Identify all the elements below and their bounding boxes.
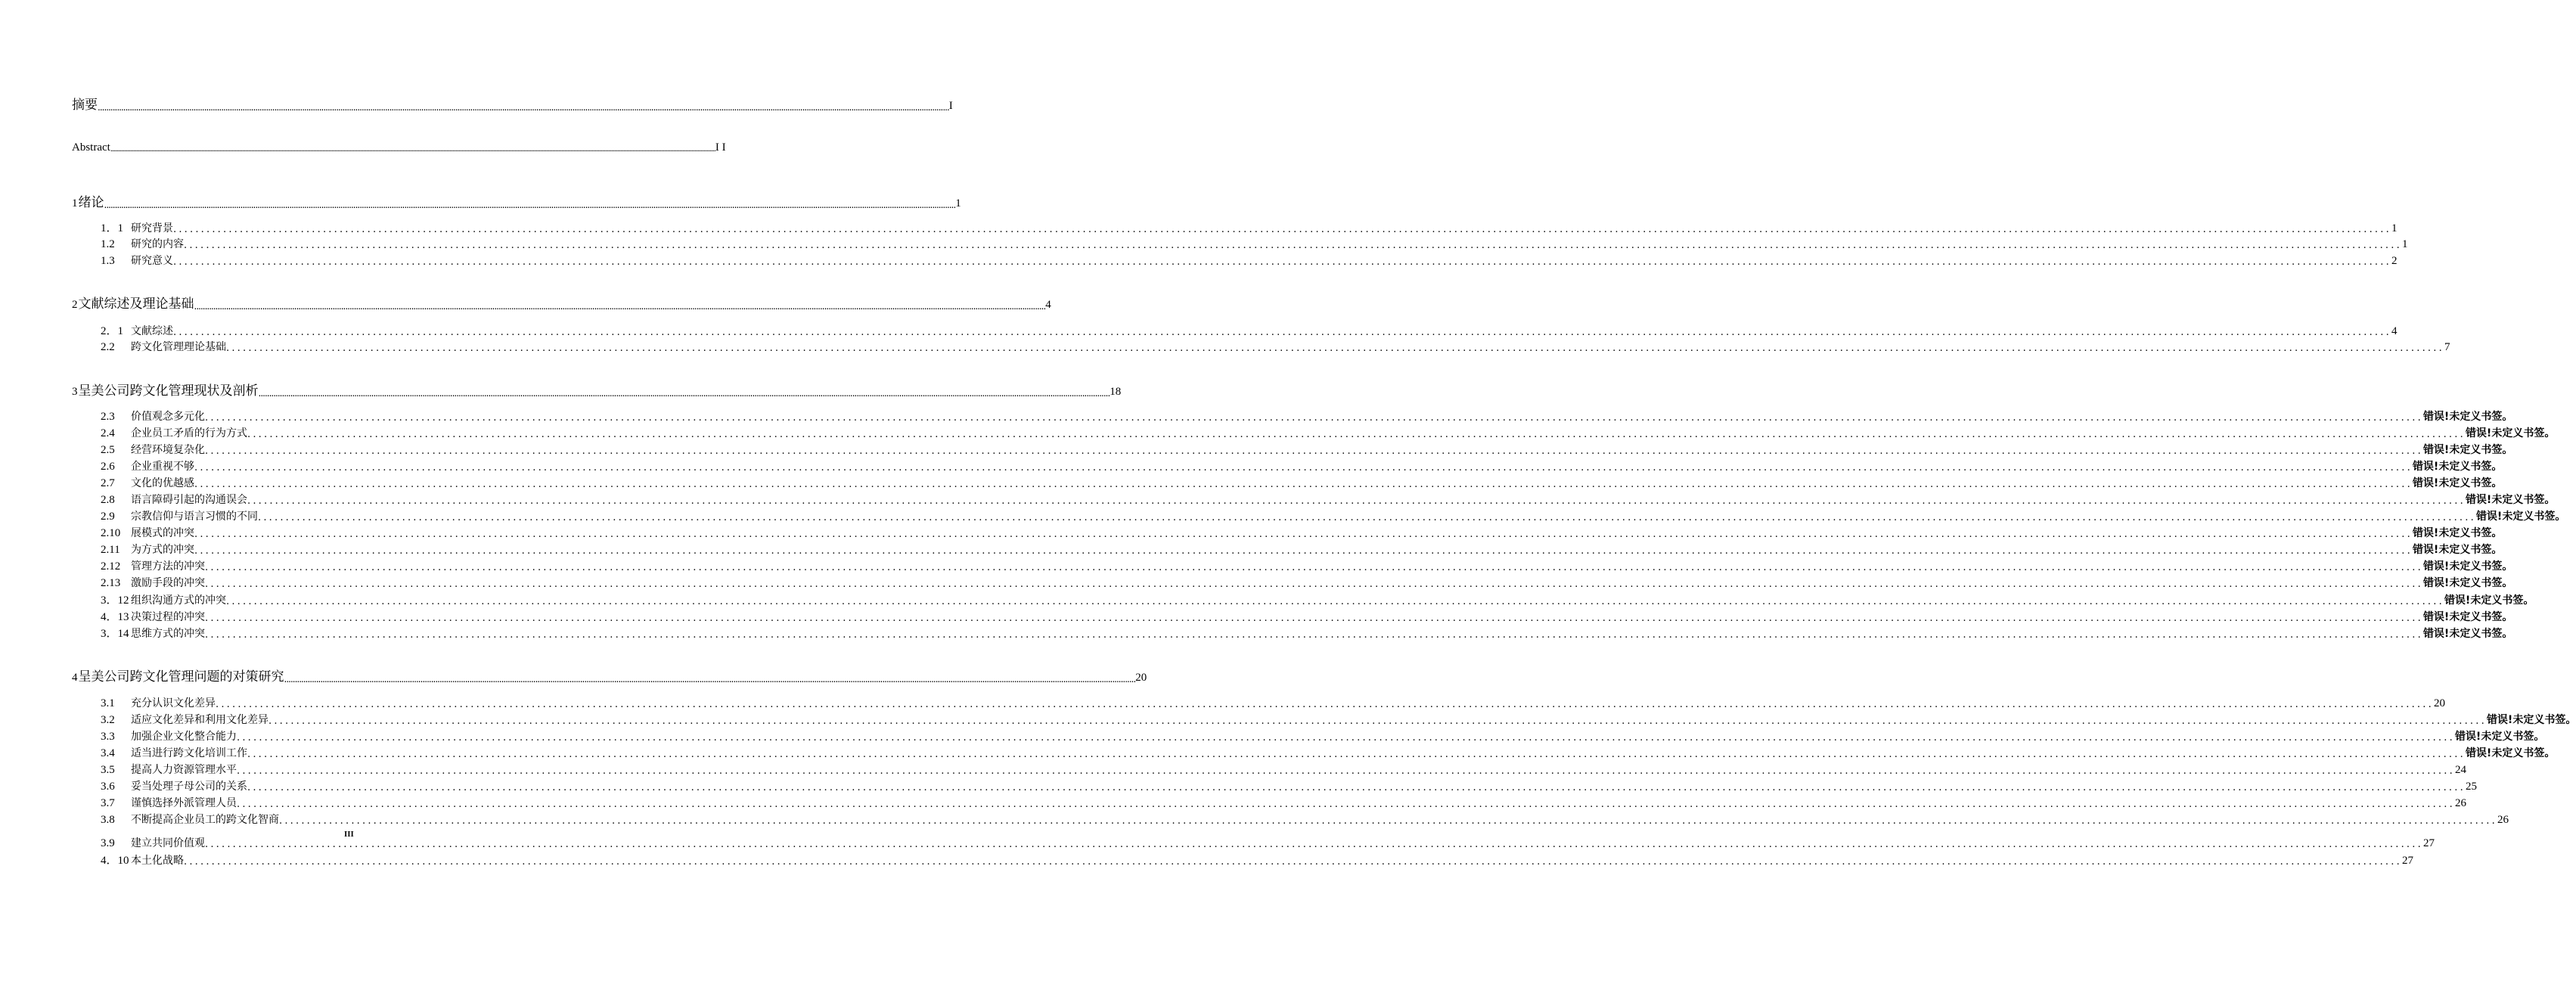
toc-entry-label [101, 795, 237, 810]
toc-entry[interactable] [101, 475, 2503, 490]
toc-entry-label [101, 442, 205, 457]
toc-entry-page: 错误!未定义书签。 [2422, 577, 2513, 589]
toc-entry-title: 为方式的冲突 [131, 544, 194, 556]
toc-leader-dots: ................................................................................................................................................................................................................................................................................................................................................................................................................ [205, 445, 2423, 457]
toc-entry[interactable] [101, 728, 2545, 743]
toc-entry-page: 错误!未定义书签。 [2422, 611, 2513, 623]
toc-entry-number: 3.4 [101, 747, 115, 759]
toc-entry-page: 错误!未定义书签。 [2412, 544, 2503, 556]
toc-entry-page: 20 [2433, 697, 2445, 709]
toc-entry[interactable] [101, 745, 2556, 760]
toc-leader-dots: ................................................................................................................................................................................................................................................................................................................................................................................................................ [247, 429, 2466, 440]
toc-entry[interactable] [101, 625, 2513, 641]
toc-entry-label [101, 712, 268, 727]
toc-entry-label [101, 835, 205, 850]
toc-entry-label [101, 458, 194, 473]
toc-entry-title: 文献综述及理论基础 [78, 296, 194, 312]
toc-entry-page: 18 [1110, 386, 1122, 398]
toc-entry-page: 错误!未定义书签。 [2475, 511, 2566, 523]
toc-entry-label [72, 666, 284, 684]
toc-entry-page: 1 [2391, 222, 2398, 234]
toc-entry-title: 谨慎选择外派管理人员 [131, 797, 237, 809]
toc-entry-page: I I [715, 141, 726, 154]
toc-entry-page: 错误!未定义书签。 [2422, 560, 2513, 573]
toc-entry-label [101, 339, 226, 354]
toc-entry-number: 3．12 [101, 594, 129, 607]
toc-entry-number: 3.9 [101, 837, 115, 849]
toc-leader-dots: ................................................................................................................................................................................................................................................................................................................................................................................................................ [279, 815, 2497, 827]
toc-entry-label [101, 852, 184, 868]
toc-entry-page: 错误!未定义书签。 [2465, 427, 2556, 439]
toc-entry-page: 错误!未定义书签。 [2454, 731, 2545, 743]
toc-entry-number: 3.5 [101, 764, 115, 776]
toc-entry-title: 妥当处理子母公司的关系 [131, 781, 247, 793]
toc-entry-label [101, 492, 247, 507]
toc-entry-page: 20 [1135, 672, 1147, 684]
toc-entry-title: 研究的内容 [131, 238, 184, 250]
toc-entry-label [101, 508, 258, 523]
toc-entry[interactable] [101, 558, 2513, 573]
toc-entry-title: 经营环境复杂化 [131, 444, 205, 456]
toc-entry-label [101, 236, 184, 251]
toc-entry-label [101, 408, 205, 424]
toc-entry-label [101, 322, 173, 338]
toc-entry-number: 2.6 [101, 461, 115, 473]
toc-entry[interactable] [101, 542, 2503, 557]
toc-entry-page: 25 [2465, 781, 2477, 793]
toc-entry-number: 2.2 [101, 341, 115, 353]
toc-entry[interactable] [101, 575, 2513, 590]
toc-entry-title: 展模式的冲突 [131, 527, 194, 539]
toc-entry-number: 2 [72, 299, 78, 311]
toc-entry-label [101, 219, 173, 235]
toc-entry-page: 4 [1045, 299, 1051, 311]
toc-entry-page: 错误!未定义书签。 [2444, 594, 2534, 607]
toc-leader-dots: ................................................................................................................................................................................................................................................................................................................................................................................................................ [194, 529, 2413, 540]
toc-leader-dots: ................................................................................................................................................................................................................................................................................................................................................................................................................ [205, 613, 2423, 624]
toc-leader-dots: ................................................................................................................................................................................................................................................................................................................................................................................................................ [247, 495, 2466, 507]
toc-entry-page: 7 [2444, 341, 2450, 353]
toc-entry-label [72, 141, 110, 154]
toc-leader-dots: ................................................................................................................................................................................................................................................................................................................................................................................................................ [216, 699, 2434, 710]
toc-entry[interactable] [72, 293, 1051, 312]
toc-leader-dots: ................................................................................................................................................................................................................................................................................................................................................................................................................ [104, 200, 956, 210]
toc-entry-page: 错误!未定义书签。 [2412, 477, 2503, 489]
toc-entry[interactable] [101, 219, 2398, 235]
toc-entry-label [101, 608, 205, 624]
toc-entry[interactable] [72, 666, 1147, 684]
toc-entry[interactable] [101, 608, 2513, 624]
toc-entry[interactable] [101, 525, 2503, 540]
toc-entry-number: 2.5 [101, 444, 115, 456]
toc-entry-page: 2 [2391, 255, 2398, 267]
toc-entry-title: 适应文化差异和利用文化差异 [131, 714, 268, 726]
toc-entry-label [101, 591, 226, 607]
toc-entry-number: 4．13 [101, 611, 129, 623]
toc-entry-page: 26 [2497, 814, 2509, 826]
toc-entry-title: 文化的优越感 [131, 477, 194, 489]
toc-entry-page: 错误!未定义书签。 [2465, 494, 2556, 506]
toc-entry-title: 跨文化管理理论基础 [131, 341, 226, 353]
toc-entry-label [101, 625, 205, 641]
toc-leader-dots: ................................................................................................................................................................................................................................................................................................................................................................................................................ [205, 412, 2423, 424]
toc-entry[interactable] [101, 795, 2466, 810]
toc-entry-number: 2.4 [101, 427, 115, 439]
toc-entry-title: 决策过程的冲突 [131, 611, 205, 623]
toc-entry-number: 3.6 [101, 781, 115, 793]
toc-leader-dots: ................................................................................................................................................................................................................................................................................................................................................................................................................ [205, 629, 2423, 641]
toc-entry-label [101, 778, 247, 793]
toc-entry-title: 文献综述 [131, 325, 173, 337]
toc-entry-number: 3.2 [101, 714, 115, 726]
toc-entry-title: Abstract [72, 141, 110, 154]
toc-entry[interactable] [101, 442, 2513, 457]
toc-entry-number: 2.10 [101, 527, 121, 539]
toc-entry[interactable] [101, 425, 2556, 440]
toc-leader-dots: ................................................................................................................................................................................................................................................................................................................................................................................................................ [110, 143, 715, 154]
toc-entry-label [101, 558, 205, 573]
toc-entry-title: 充分认识文化差异 [131, 697, 216, 709]
toc-entry[interactable] [101, 339, 2450, 354]
toc-entry-number: 1 [72, 197, 78, 210]
toc-entry[interactable] [101, 812, 2509, 827]
toc-entry-number: 2.11 [101, 544, 120, 556]
page-number-footer: III [344, 830, 354, 839]
toc-entry-page: 4 [2391, 325, 2398, 337]
toc-entry-title: 研究意义 [131, 255, 173, 267]
toc-entry-number: 2.8 [101, 494, 115, 506]
toc-entry-label [101, 253, 173, 268]
toc-leader-dots: ................................................................................................................................................................................................................................................................................................................................................................................................................ [258, 388, 1110, 399]
toc-leader-dots: ................................................................................................................................................................................................................................................................................................................................................................................................................ [284, 674, 1136, 684]
toc-entry[interactable] [101, 322, 2398, 338]
toc-leader-dots: ................................................................................................................................................................................................................................................................................................................................................................................................................ [194, 462, 2413, 473]
toc-entry-number: 2.3 [101, 411, 115, 423]
toc-entry-title: 加强企业文化整合能力 [131, 731, 237, 743]
toc-leader-dots: ................................................................................................................................................................................................................................................................................................................................................................................................................ [194, 301, 1046, 312]
toc-leader-dots: ................................................................................................................................................................................................................................................................................................................................................................................................................ [247, 749, 2466, 760]
toc-entry-number: 1.2 [101, 238, 115, 250]
toc-entry-title: 宗教信仰与语言习惯的不同 [131, 511, 258, 523]
toc-entry-page: 1 [955, 197, 961, 210]
toc-leader-dots: ................................................................................................................................................................................................................................................................................................................................................................................................................ [194, 479, 2413, 490]
toc-entry-title: 呈美公司跨文化管理现状及剖析 [78, 383, 259, 399]
toc-entry-number: 3．14 [101, 628, 129, 640]
toc-entry-title: 绪论 [78, 195, 104, 210]
toc-entry-number: 2．1 [101, 325, 124, 337]
toc-entry[interactable] [101, 408, 2513, 424]
toc-entry-number: 4．10 [101, 855, 129, 867]
toc-entry-title: 提高人力资源管理水平 [131, 764, 237, 776]
toc-entry-number: 3.1 [101, 697, 115, 709]
toc-entry-number: 4 [72, 672, 78, 684]
toc-entry-label [101, 762, 237, 777]
toc-entry-title: 本土化战略 [131, 855, 184, 867]
toc-entry-page: 24 [2454, 764, 2466, 776]
toc-entry[interactable] [72, 380, 1122, 399]
toc-entry-page: I [948, 100, 953, 112]
toc-entry-label [101, 728, 237, 743]
toc-entry-title: 语言障碍引起的沟通误会 [131, 494, 247, 506]
toc-entry-page: 错误!未定义书签。 [2486, 714, 2576, 726]
toc-leader-dots: ................................................................................................................................................................................................................................................................................................................................................................................................................ [98, 102, 949, 113]
toc-entry-number: 3 [72, 386, 78, 398]
toc-leader-dots: ................................................................................................................................................................................................................................................................................................................................................................................................................ [173, 327, 2391, 338]
toc-entry-title: 建立共同价值观 [131, 837, 205, 849]
toc-entry-number: 2.9 [101, 511, 115, 523]
toc-entry-number: 3.3 [101, 731, 115, 743]
toc-entry-number: 2.7 [101, 477, 115, 489]
toc-entry-page: 26 [2454, 797, 2466, 809]
toc-entry-title: 组织沟通方式的冲突 [131, 594, 226, 607]
toc-entry-title: 适当进行跨文化培训工作 [131, 747, 247, 759]
toc-entry-title: 企业员工矛盾的行为方式 [131, 427, 247, 439]
toc-entry-title: 呈美公司跨文化管理问题的对策研究 [78, 669, 284, 684]
toc-leader-dots: ................................................................................................................................................................................................................................................................................................................................................................................................................ [205, 579, 2423, 590]
toc-entry[interactable] [72, 141, 726, 154]
toc-entry-title: 价值观念多元化 [131, 411, 205, 423]
toc-leader-dots: ................................................................................................................................................................................................................................................................................................................................................................................................................ [184, 856, 2402, 868]
toc-entry[interactable] [101, 508, 2566, 523]
toc-entry-label [72, 293, 194, 312]
toc-leader-dots: ................................................................................................................................................................................................................................................................................................................................................................................................................ [173, 224, 2391, 235]
toc-entry-number: 2.13 [101, 577, 121, 589]
toc-entry-number: 3.8 [101, 814, 115, 826]
toc-entry[interactable] [101, 591, 2534, 607]
toc-entry-page: 错误!未定义书签。 [2412, 461, 2503, 473]
toc-entry-page: 1 [2401, 238, 2408, 250]
toc-entry-page: 错误!未定义书签。 [2422, 411, 2513, 423]
toc-entry-page: 错误!未定义书签。 [2422, 628, 2513, 640]
toc-entry[interactable] [101, 852, 2413, 868]
toc-entry-page: 27 [2401, 855, 2413, 867]
toc-entry-number: 1．1 [101, 222, 124, 234]
toc-entry-label [101, 542, 194, 557]
toc-entry-page: 错误!未定义书签。 [2412, 527, 2503, 539]
toc-entry-label [72, 380, 259, 399]
toc-entry-label [72, 191, 104, 210]
toc-entry-title: 管理方法的冲突 [131, 560, 205, 573]
toc-leader-dots: ................................................................................................................................................................................................................................................................................................................................................................................................................ [258, 512, 2476, 523]
toc-entry-label [101, 525, 194, 540]
toc-entry-label [101, 745, 247, 760]
toc-entry-label [72, 94, 98, 113]
toc-entry[interactable] [101, 253, 2398, 268]
toc-entry-title: 激励手段的冲突 [131, 577, 205, 589]
toc-entry-label [101, 475, 194, 490]
toc-entry[interactable] [101, 712, 2576, 727]
toc-entry[interactable] [101, 778, 2477, 793]
toc-entry-title: 摘要 [72, 98, 98, 113]
toc-entry-label [101, 812, 279, 827]
toc-entry[interactable] [101, 236, 2408, 251]
toc-entry-title: 企业重视不够 [131, 461, 194, 473]
toc-leader-dots: ................................................................................................................................................................................................................................................................................................................................................................................................................ [237, 765, 2455, 777]
toc-leader-dots: ................................................................................................................................................................................................................................................................................................................................................................................................................ [237, 732, 2455, 743]
toc-entry-number: 2.12 [101, 560, 121, 573]
toc-entry[interactable] [101, 492, 2556, 507]
toc-leader-dots: ................................................................................................................................................................................................................................................................................................................................................................................................................ [268, 715, 2487, 727]
toc-leader-dots: ................................................................................................................................................................................................................................................................................................................................................................................................................ [205, 562, 2423, 573]
toc-leader-dots: ................................................................................................................................................................................................................................................................................................................................................................................................................ [247, 782, 2466, 793]
toc-leader-dots: ................................................................................................................................................................................................................................................................................................................................................................................................................ [194, 545, 2413, 557]
toc-entry-number: 3.7 [101, 797, 115, 809]
toc-entry-page: 27 [2422, 837, 2435, 849]
toc-entry-title: 研究背景 [131, 222, 173, 234]
toc-entry[interactable] [101, 762, 2466, 777]
toc-leader-dots: ................................................................................................................................................................................................................................................................................................................................................................................................................ [173, 256, 2391, 268]
toc-leader-dots: ................................................................................................................................................................................................................................................................................................................................................................................................................ [226, 343, 2444, 354]
toc-entry-title: 不断提高企业员工的跨文化智商 [131, 814, 279, 826]
toc-entry[interactable] [72, 94, 953, 113]
toc-entry[interactable] [72, 191, 961, 210]
toc-entry[interactable] [101, 458, 2503, 473]
toc-leader-dots: ................................................................................................................................................................................................................................................................................................................................................................................................................ [226, 596, 2444, 607]
toc-entry-label [101, 425, 247, 440]
toc-entry-number: 1.3 [101, 255, 115, 267]
toc-entry-label [101, 695, 216, 710]
toc-entry[interactable] [101, 695, 2445, 710]
toc-entry-label [101, 575, 205, 590]
toc-entry-page: 错误!未定义书签。 [2465, 747, 2556, 759]
toc-leader-dots: ................................................................................................................................................................................................................................................................................................................................................................................................................ [184, 240, 2402, 251]
toc-leader-dots: ................................................................................................................................................................................................................................................................................................................................................................................................................ [205, 839, 2423, 850]
toc-leader-dots: ................................................................................................................................................................................................................................................................................................................................................................................................................ [237, 799, 2455, 810]
toc-entry-page: 错误!未定义书签。 [2422, 444, 2513, 456]
toc-entry-title: 思维方式的冲突 [131, 628, 205, 640]
